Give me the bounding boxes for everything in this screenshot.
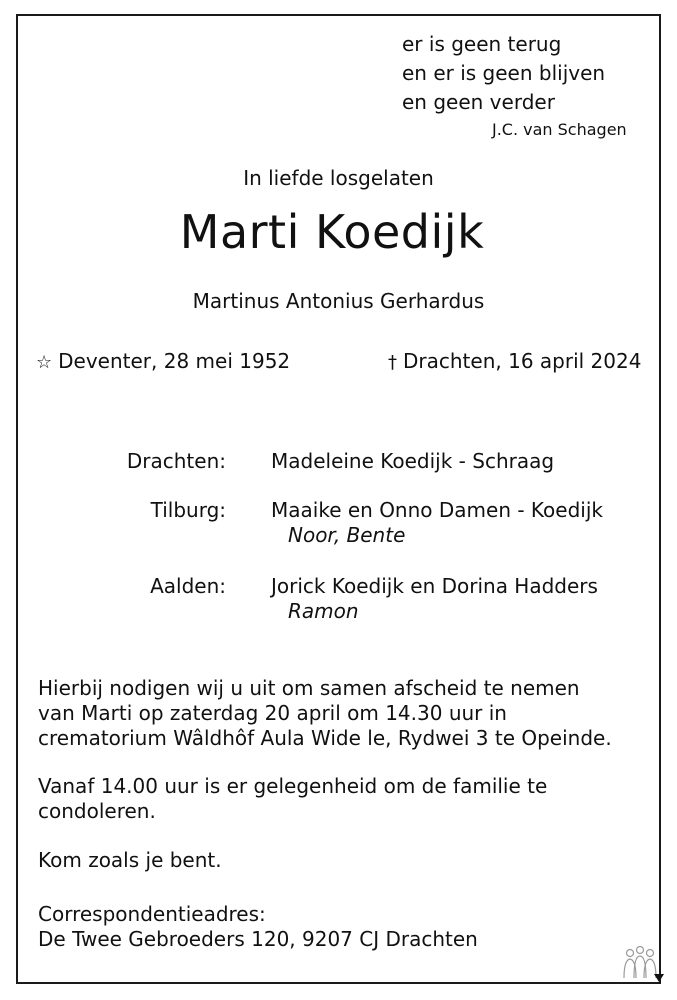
cross-icon: † [388, 352, 397, 373]
poem-line: er is geen terug [402, 32, 562, 56]
invitation-line: Hierbij nodigen wij u uit om samen afscheid te nemen [38, 676, 580, 700]
deceased-name: Marti Koedijk [179, 205, 485, 259]
intro-text: In liefde losgelaten [243, 166, 434, 190]
death-info [388, 349, 641, 373]
poem-author: J.C. van Schagen [492, 120, 627, 139]
condolence-line: Vanaf 14.00 uur is er gelegenheid om de familie te [38, 774, 548, 798]
family-city: Drachten: [126, 449, 226, 473]
family-city: Tilburg: [150, 498, 226, 522]
condolence-paragraph [38, 774, 547, 824]
birth-text: Deventer, 28 mei 1952 [58, 349, 291, 373]
poem [402, 30, 605, 117]
family-children: Noor, Bente [288, 523, 406, 547]
poem-line: en geen verder [402, 90, 555, 114]
correspondence-address: De Twee Gebroeders 120, 9207 CJ Drachten [38, 927, 478, 951]
invitation-line: van Marti op zaterdag 20 april om 14.30 uur in [38, 701, 507, 725]
family-children: Ramon [288, 599, 359, 623]
death-text: Drachten, 16 april 2024 [403, 349, 642, 373]
family-names: Jorick Koedijk en Dorina Hadders [271, 574, 598, 598]
family-names: Maaike en Onno Damen - Koedijk [271, 498, 603, 522]
star-icon: ☆ [36, 352, 53, 373]
invitation-line: crematorium Wâldhôf Aula Wide le, Rydwei 3 te Opeinde. [38, 726, 612, 750]
correspondence-block [38, 902, 478, 952]
family-names: Madeleine Koedijk - Schraag [271, 449, 555, 473]
condolence-line: condoleren. [38, 799, 156, 823]
birth-info [36, 349, 290, 373]
come-as-you-are: Kom zoals je bent. [38, 848, 222, 872]
invitation-paragraph [38, 676, 612, 751]
full-name: Martinus Antonius Gerhardus [192, 289, 485, 313]
people-logo-icon [616, 944, 664, 984]
family-city: Aalden: [150, 574, 226, 598]
poem-line: en er is geen blijven [402, 61, 606, 85]
correspondence-label: Correspondentieadres: [38, 902, 266, 926]
